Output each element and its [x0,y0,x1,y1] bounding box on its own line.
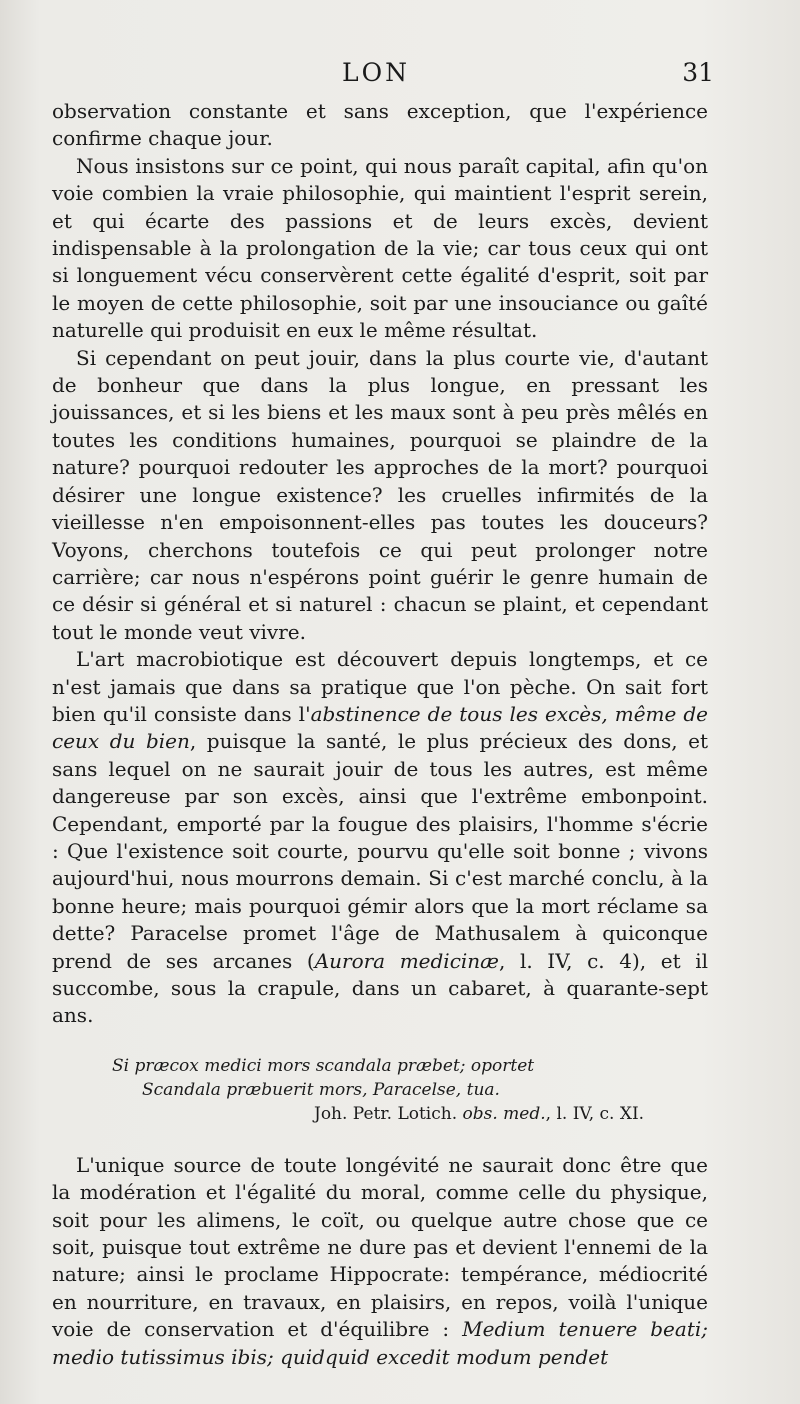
paragraph [52,1152,708,1371]
verse-line: Si præcox medici mors scandala præbet; oportet [112,1055,535,1076]
italic-title: Aurora medicinæ [314,948,499,973]
latin-epigram [52,1054,708,1126]
paragraph [52,646,708,1030]
paragraph-text: L'art macrobiotique est découvert depuis longtemps, et ce n'est jamais que dans sa pratique que l'on pèche. On sait fort bien qu'il consiste dans l' [52,647,708,726]
paragraph-continuation: observation constante et sans exception, que l'expérience confirme chaque jour. [52,99,708,151]
citation-reference: , l. IV, c. XI. [545,1103,645,1124]
page-number: 31 [682,58,714,87]
paragraph-text: , l. IV, c. 4), et il succombe, sous la crapule, dans un cabaret, à quarante-sept ans. [52,948,709,1028]
body-text [52,98,708,1371]
citation-work: obs. med. [462,1103,546,1124]
italic-phrase: abstinence de tous les excès, même de ceux du bien [52,701,708,754]
page-header [52,58,714,94]
citation-author: Joh. Petr. Lotich. [314,1103,463,1124]
running-head: LON [342,58,410,87]
paragraph: Nous insistons sur ce point, qui nous paraît capital, afin qu'on voie combien la vraie philosophie, qui maintient l'esprit serein, et qui écarte des passions et de leurs excès, devient indispensable à la prolongation de la vie; car tous ceux qui ont si longuement vécu conservèrent cette égalité d'esprit, soit par le moyen de cette philosophie, soit par une insouciance ou gaîté naturelle qui produisit en eux le même résultat. [52,153,708,343]
paragraph-text: , puisque la santé, le plus précieux des dons, et sans lequel on ne saurait jouir de tous les autres, est même dangereuse par son excès, ainsi que l'extrême embonpoint. Cependant, emporté par la fougue des plaisirs, l'homme s'écrie : Que l'existence soit courte, pourvu qu'elle soit bonne ; vivons aujourd'hui, nous mourrons demain. Si c'est marché conclu, à la bonne heure; mais pourquoi gémir alors que la mort réclame sa dette? Paracelse promet l'âge de Mathusalem à quiconque prend de ses arcanes ( [52,729,709,973]
verse-citation [52,1102,708,1126]
paragraph: Si cependant on peut jouir, dans la plus courte vie, d'autant de bonheur que dans la plus longue, en pressant les jouissances, et si les biens et les maux sont à peu près mêlés en toutes les conditions humaines, pourquoi se plaindre de la nature? pourquoi redouter les approches de la mort? pourquoi désirer une longue existence? les cruelles infirmités de la vieillesse n'en empoisonnent-elles pas toutes les douceurs? Voyons, cherchons toutefois ce qui peut prolonger notre carrière; car nous n'espérons point guérir le genre humain de ce désir si général et si naturel : chacun se plaint, et cependant tout le monde veut vivre. [52,345,708,644]
italic-quotation: Medium tenuere beati; medio tutissimus ibis; quidquid excedit modum pendet [52,1317,708,1369]
verse-line: Scandala præbuerit mors, Paracelse, tua. [142,1079,500,1100]
paragraph-text: L'unique source de toute longévité ne saurait donc être que la modération et l'égalité du moral, comme celle du physique, soit pour les alimens, le coït, ou quelque autre chose que ce soit, puisque tout extrême ne dure pas et devient l'ennemi de la nature; ainsi le proclame Hippocrate: tempérance, médiocrité en nourriture, en travaux, en plaisirs, en repos, voilà l'unique voie de conservation et d'équilibre : [52,1152,708,1342]
